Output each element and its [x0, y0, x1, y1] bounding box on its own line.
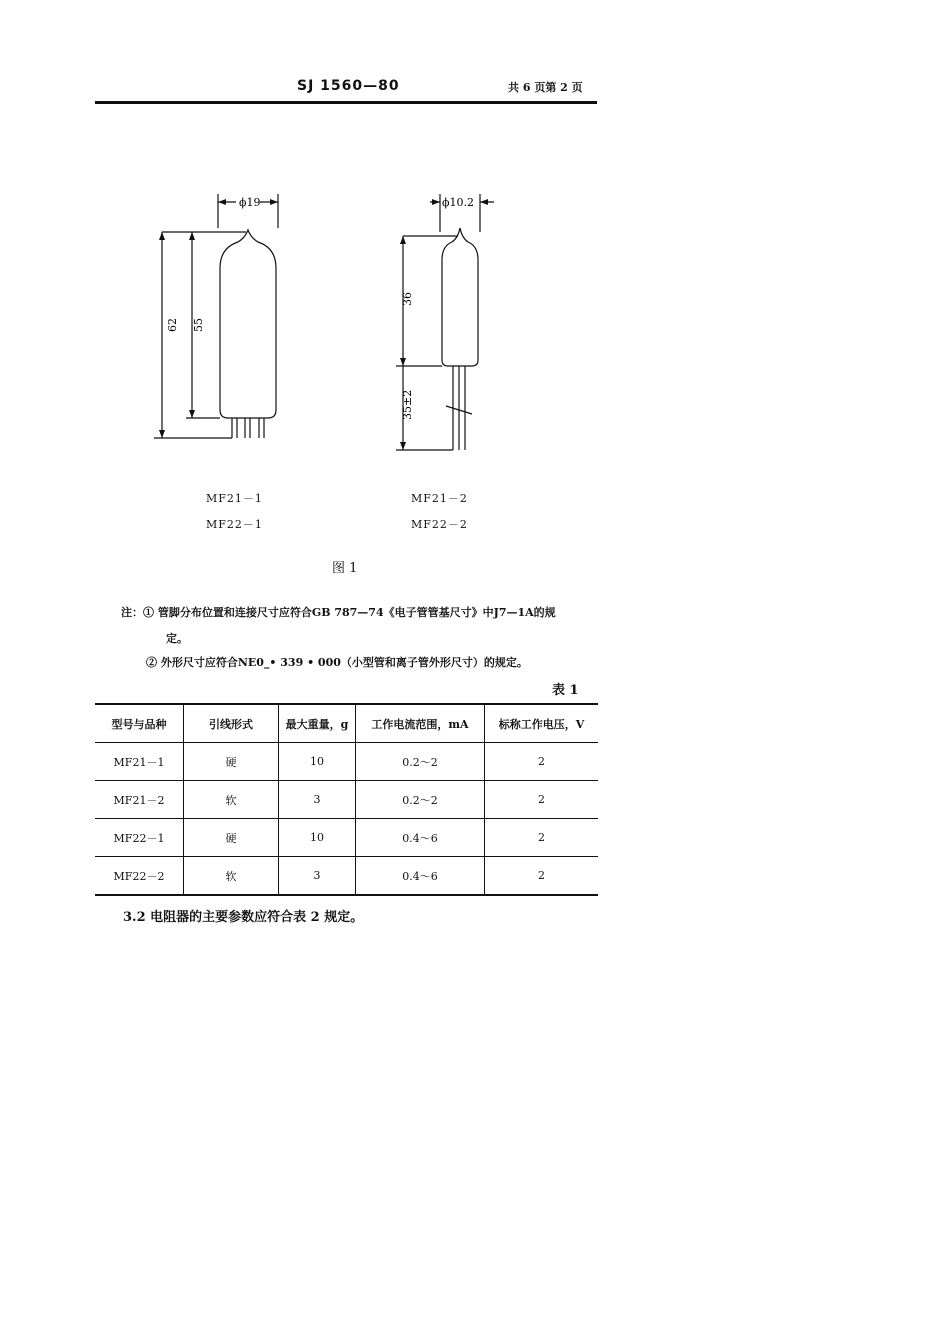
left-diameter-label: ϕ19 [239, 196, 261, 209]
cell-max-weight: 3 [279, 857, 356, 896]
cell-model: MF22－1 [95, 819, 184, 857]
note-1-line-1: 注：① 管脚分布位置和连接尺寸应符合GB 787—74《电子管管基尺寸》中J7—1A的规 [121, 606, 556, 619]
cell-model: MF22－2 [95, 857, 184, 896]
tube-dimension-drawing [140, 180, 520, 470]
right-body-length-label: 36 [401, 292, 414, 306]
left-model-2: MF22－1 [206, 518, 263, 531]
cell-nominal-voltage: 2 [485, 743, 599, 781]
table-row [95, 781, 598, 819]
cell-lead-type: 硬 [184, 819, 279, 857]
cell-max-weight: 3 [279, 781, 356, 819]
right-model-1: MF21－2 [411, 492, 468, 505]
figure-caption: 图 1 [332, 561, 358, 576]
right-diameter-label: ϕ10.2 [442, 196, 474, 209]
section-paragraph: 3.2 电阻器的主要参数应符合表 2 规定。 [123, 910, 364, 925]
page-info: 共 6 页第 2 页 [508, 81, 583, 94]
right-model-2: MF22－2 [411, 518, 468, 531]
cell-model: MF21－1 [95, 743, 184, 781]
cell-model: MF21－2 [95, 781, 184, 819]
cell-lead-type: 软 [184, 781, 279, 819]
col-header-nominal-voltage: 标称工作电压，V [485, 704, 599, 743]
cell-max-weight: 10 [279, 819, 356, 857]
left-model-1: MF21－1 [206, 492, 263, 505]
cell-current-range: 0.4～6 [356, 857, 485, 896]
col-header-max-weight: 最大重量，g [279, 704, 356, 743]
note-1-line-2: 定。 [166, 632, 188, 645]
table-1 [95, 703, 598, 896]
table-row [95, 743, 598, 781]
cell-lead-type: 硬 [184, 743, 279, 781]
table-row [95, 819, 598, 857]
document-code: SJ 1560—80 [297, 78, 400, 94]
left-body-length-label: 55 [192, 318, 205, 332]
cell-lead-type: 软 [184, 857, 279, 896]
cell-current-range: 0.2～2 [356, 781, 485, 819]
cell-nominal-voltage: 2 [485, 781, 599, 819]
table-row [95, 857, 598, 896]
cell-max-weight: 10 [279, 743, 356, 781]
col-header-model: 型号与品种 [95, 704, 184, 743]
cell-current-range: 0.4～6 [356, 819, 485, 857]
note-2: ② 外形尺寸应符合NE0_• 339 • 000（小型管和离子管外形尺寸）的规定。 [146, 656, 528, 669]
left-overall-length-label: 62 [166, 318, 179, 332]
table-title: 表 1 [552, 683, 579, 698]
cell-nominal-voltage: 2 [485, 819, 599, 857]
col-header-lead-type: 引线形式 [184, 704, 279, 743]
right-lead-length-label: 35±2 [401, 389, 414, 420]
cell-current-range: 0.2～2 [356, 743, 485, 781]
table-header-row [95, 704, 598, 743]
cell-nominal-voltage: 2 [485, 857, 599, 896]
col-header-current-range: 工作电流范围，mA [356, 704, 485, 743]
header-rule [95, 101, 597, 104]
